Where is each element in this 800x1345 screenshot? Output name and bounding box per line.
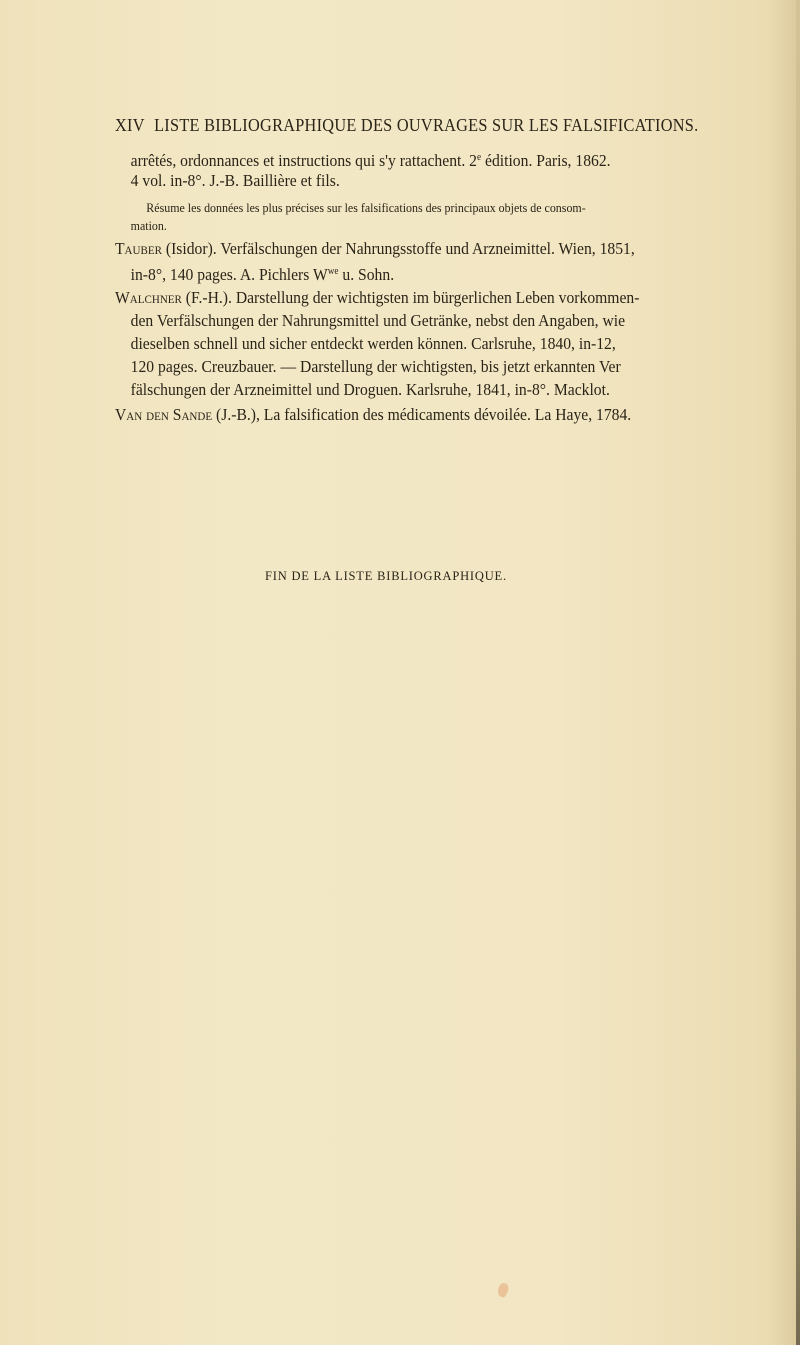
entry-line: den Verfälschungen der Nahrungsmittel und Getränke, nebst den Angaben, wie — [130, 311, 626, 330]
entry-author: Tauber — [115, 239, 162, 258]
entry-author: Van den Sande — [115, 405, 213, 424]
entry-author: Walchner — [115, 288, 182, 307]
bibliography-entry-continued — [115, 146, 725, 235]
entry-line: 4 vol. in-8°. J.-B. Baillière et fils. — [130, 171, 340, 190]
page-edge-shadow — [796, 0, 800, 1345]
entry-line: Van den Sande (J.-B.), La falsification des médicaments dévoilée. La Haye, 1784. — [115, 405, 632, 424]
entry-line: fälschungen der Arzneimittel und Droguen. Karlsruhe, 1841, in-8°. Macklot. — [130, 380, 610, 399]
entry-note-line: mation. — [130, 218, 167, 233]
end-of-list-note: FIN DE LA LISTE BIBLIOGRAPHIQUE. — [265, 569, 507, 583]
bibliography-entry-tauber — [115, 237, 725, 283]
entry-line: dieselben schnell und sicher entdeckt werden können. Carlsruhe, 1840, in-12, — [130, 334, 616, 353]
running-head-title: LISTE BIBLIOGRAPHIQUE DES OUVRAGES SUR LES FALSIFICATIONS. — [154, 115, 699, 135]
bibliography-entry-walchner — [115, 286, 725, 401]
running-head — [115, 115, 699, 136]
entry-line: 120 pages. Creuzbauer. — Darstellung der wichtigsten, bis jetzt erkannten Ver — [130, 357, 621, 376]
page-number: XIV — [115, 115, 145, 135]
entry-line: arrêtés, ordonnances et instructions qui s'y rattachent. 2e édition. Paris, 1862. — [130, 151, 611, 170]
bibliography-entry-van-den-sande — [115, 403, 725, 426]
entry-line: in-8°, 140 pages. A. Pichlers $W^{we}$ u. Sohn. — [130, 265, 395, 284]
entry-line: Tauber (Isidor). Verfälschungen der Nahrungsstoffe und Arzneimittel. Wien, 1851, — [115, 239, 635, 258]
entry-line: Walchner (F.-H.). Darstellung der wichtigsten im bürgerlichen Leben vorkommen- — [115, 288, 640, 307]
entry-note-line: Résume les données les plus précises sur les falsifications des principaux objets de consom- — [146, 200, 586, 215]
